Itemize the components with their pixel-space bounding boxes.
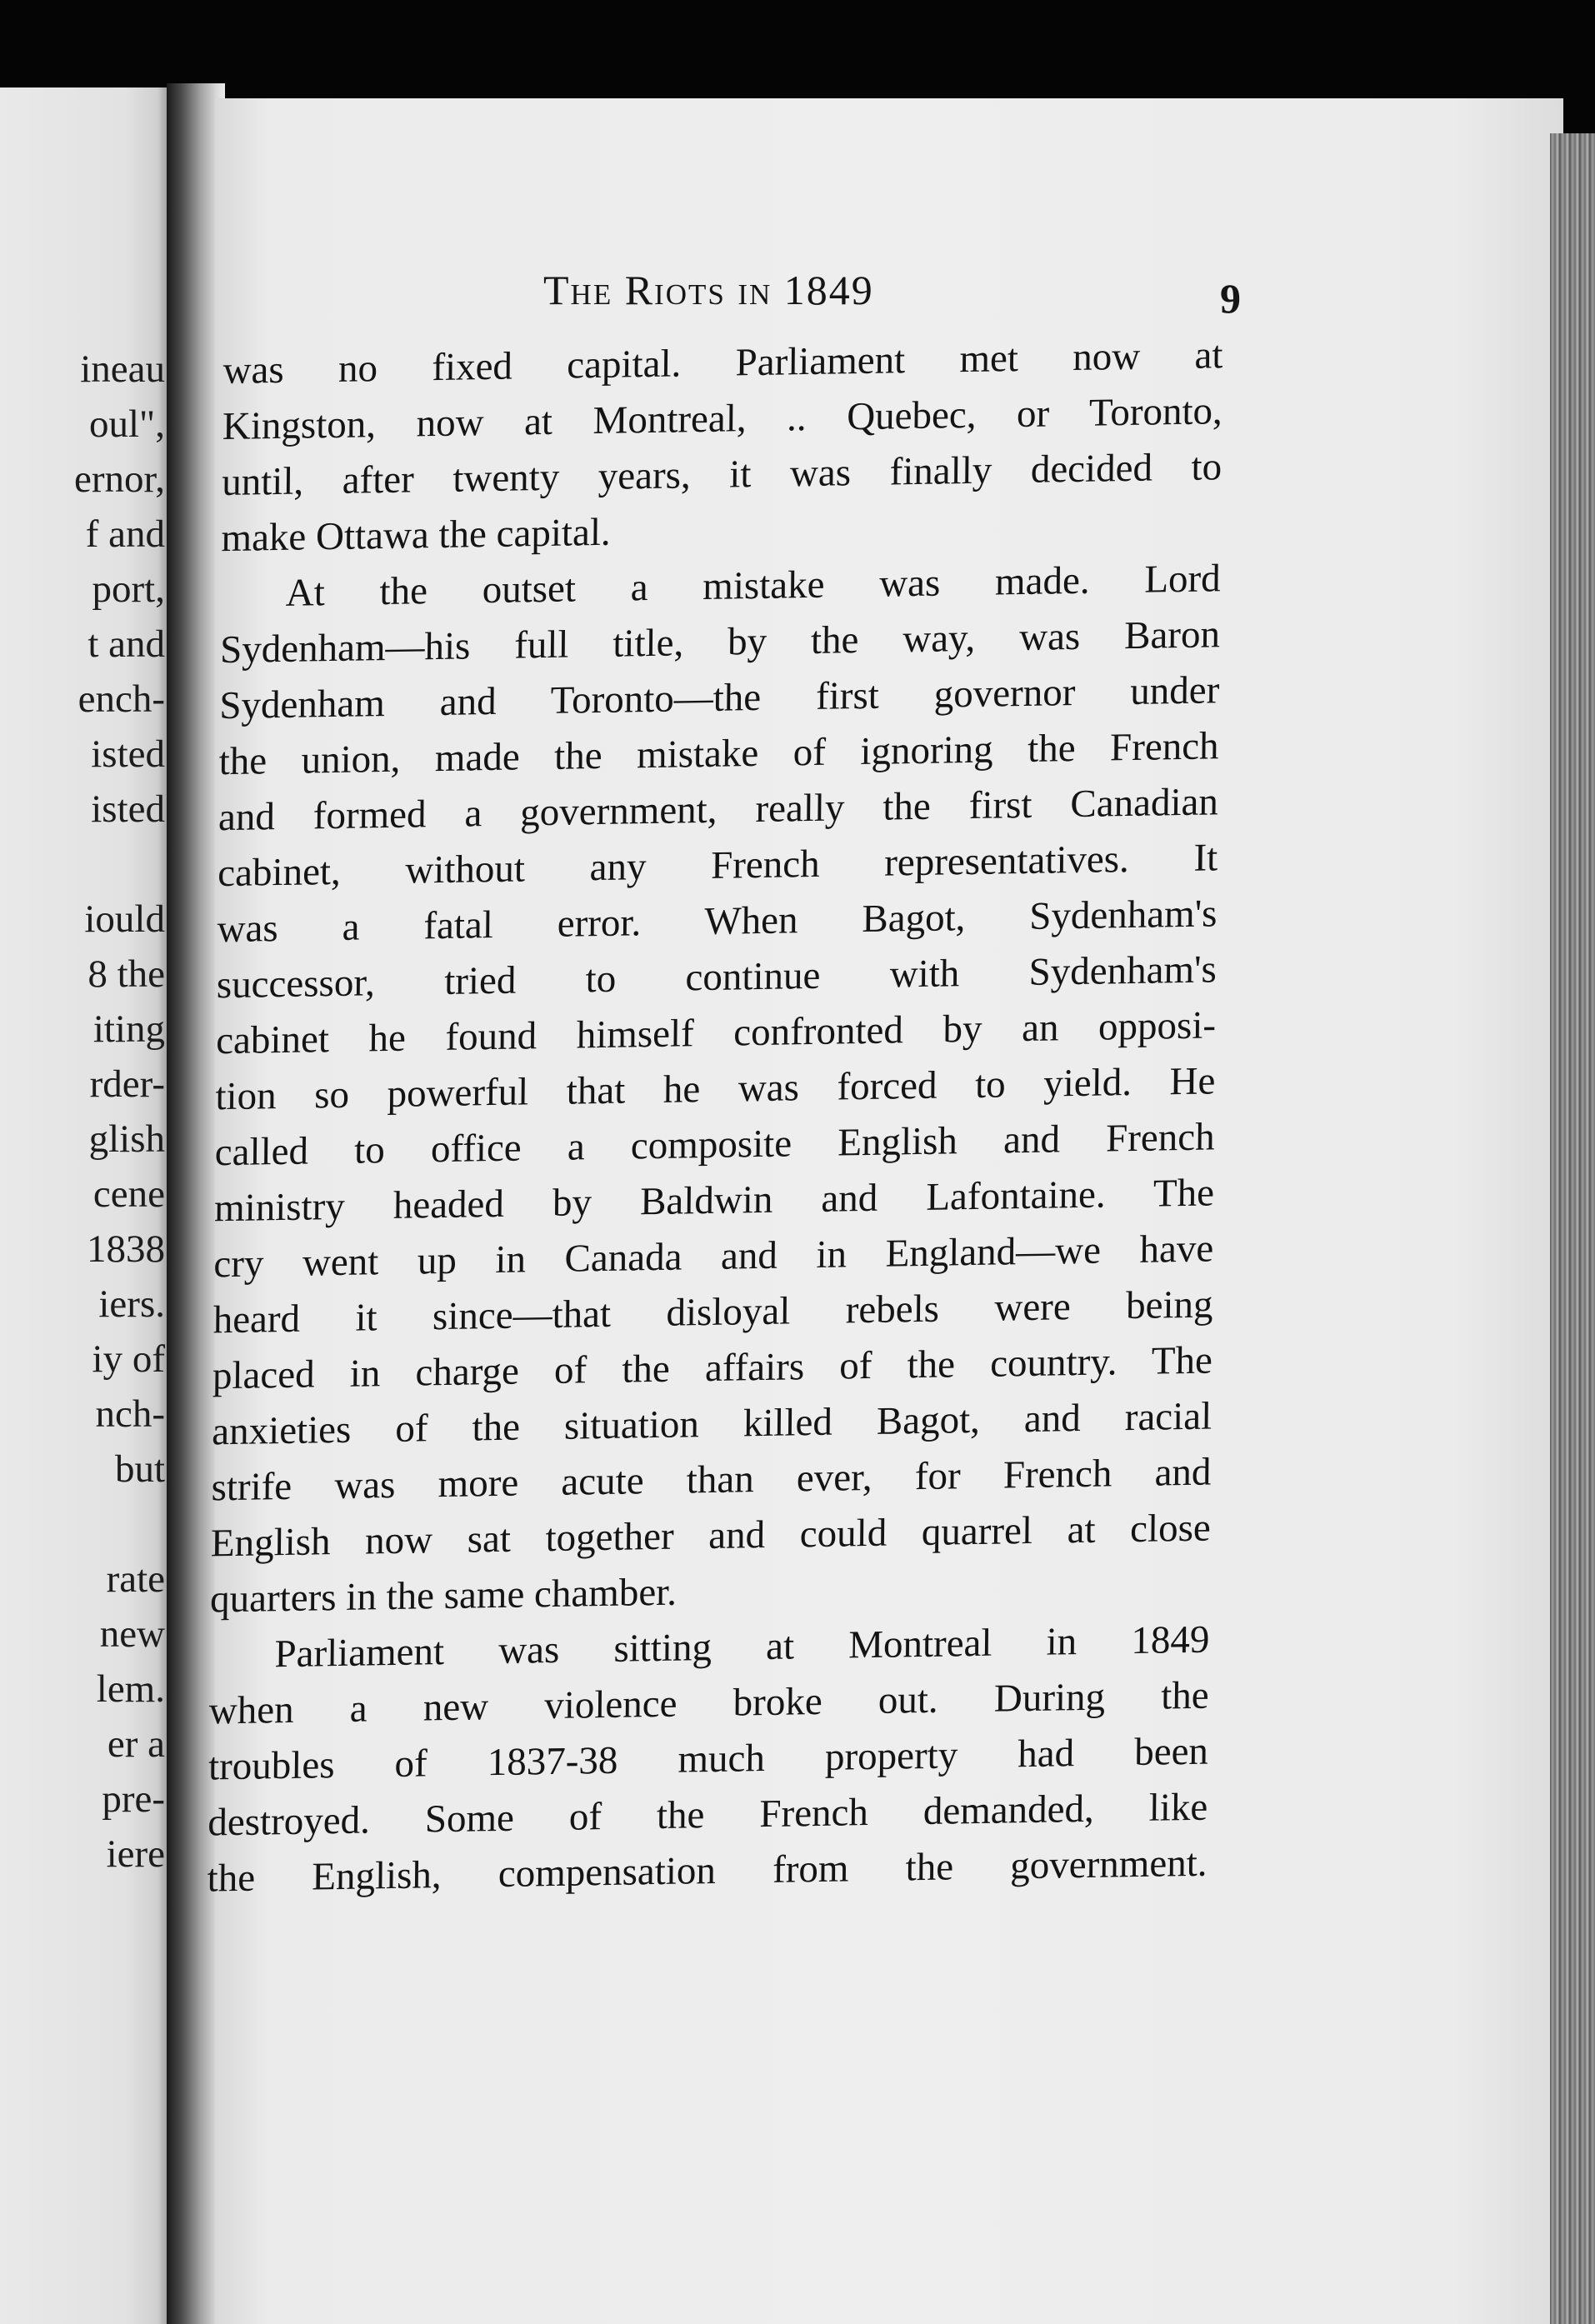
text-line: Kingston, now at Montreal, .. Quebec, or Toronto, <box>222 389 1223 449</box>
text-line: make Ottawa the capital. <box>221 510 611 561</box>
text-line: Sydenham—his full title, by the way, was Baron <box>219 612 1221 672</box>
left-line: lem. <box>96 1667 165 1711</box>
left-line: 8 the <box>88 952 165 996</box>
left-line: 1838 <box>87 1227 165 1271</box>
left-line: rder- <box>89 1062 165 1106</box>
text-line: placed in charge of the affairs of the country. The <box>212 1338 1213 1398</box>
text-line: cabinet, without any French representatives. It <box>218 836 1218 896</box>
previous-page <box>0 87 179 2324</box>
text-line: successor, tried to continue with Sydenham's <box>216 947 1218 1007</box>
left-line: oul", <box>89 402 165 446</box>
running-head: The Riots in 1849 <box>543 267 874 313</box>
left-line: cene <box>92 1172 165 1216</box>
text-line: was a fatal error. When Bagot, Sydenham's <box>217 892 1218 952</box>
page-number: 9 <box>1220 275 1241 322</box>
left-line: iy of <box>92 1337 165 1381</box>
left-line: iting <box>92 1007 165 1051</box>
left-line: rate <box>106 1557 165 1601</box>
left-line: ernor, <box>73 457 165 501</box>
text-line: destroyed. Some of the French demanded, like <box>208 1785 1208 1845</box>
left-line: ineau <box>80 347 165 391</box>
text-line: and formed a government, really the first Canadian <box>218 780 1219 840</box>
left-line: isted <box>91 787 165 831</box>
body-text <box>207 327 1223 1927</box>
text-line: the English, compensation from the government. <box>207 1841 1208 1901</box>
paragraph <box>210 551 1221 1627</box>
left-line: iere <box>106 1832 165 1876</box>
left-line: new <box>99 1612 165 1656</box>
page-header <box>543 265 1293 322</box>
left-line <box>0 837 177 892</box>
text-line: cabinet he found himself confronted by an opposi- <box>215 1003 1217 1063</box>
left-line: port, <box>92 567 165 611</box>
text-line: strife was more acute than ever, for French and <box>211 1450 1212 1510</box>
text-line: English now sat together and could quarrel at close <box>210 1506 1212 1566</box>
left-line: iers. <box>98 1282 165 1326</box>
paragraph <box>207 1612 1209 1907</box>
left-line: nch- <box>95 1392 165 1436</box>
left-line: er a <box>107 1722 165 1766</box>
text-line: called to office a composite English and French <box>214 1115 1215 1175</box>
text-line: At the outset a mistake was made. Lord <box>285 557 1221 615</box>
left-line: t and <box>88 622 165 666</box>
previous-page-text-fragments <box>0 342 177 1882</box>
text-line: tion so powerful that he was forced to yield. He <box>215 1059 1216 1119</box>
text-line: Sydenham and Toronto—the first governor under <box>219 668 1220 728</box>
text-line: heard it since—that disloyal rebels were being <box>212 1282 1213 1342</box>
left-line: pre- <box>102 1777 165 1821</box>
left-line: iould <box>84 897 165 941</box>
text-line: quarters in the same chamber. <box>209 1570 678 1622</box>
left-line: ench- <box>78 677 165 721</box>
text-line: anxieties of the situation killed Bagot, and racial <box>212 1394 1212 1454</box>
left-line: isted <box>91 732 165 776</box>
page-edges <box>1550 133 1595 2324</box>
left-line: glish <box>88 1117 165 1161</box>
left-line: f and <box>85 512 165 556</box>
text-line: until, after twenty years, it was finally decided to <box>221 445 1222 505</box>
left-line: but <box>114 1447 165 1491</box>
text-line: the union, made the mistake of ignoring the French <box>218 724 1219 784</box>
text-line: ministry headed by Baldwin and Lafontaine. The <box>213 1171 1215 1231</box>
left-line <box>0 1497 177 1552</box>
text-line: was no fixed capital. Parliament met now at <box>222 333 1223 393</box>
paragraph <box>221 327 1223 567</box>
text-line: Parliament was sitting at Montreal in 1849 <box>274 1617 1210 1677</box>
text-line: troubles of 1837-38 much property had been <box>208 1729 1209 1789</box>
text-line: cry went up in Canada and in England—we have <box>213 1227 1214 1287</box>
text-line: when a new violence broke out. During the <box>208 1673 1209 1733</box>
